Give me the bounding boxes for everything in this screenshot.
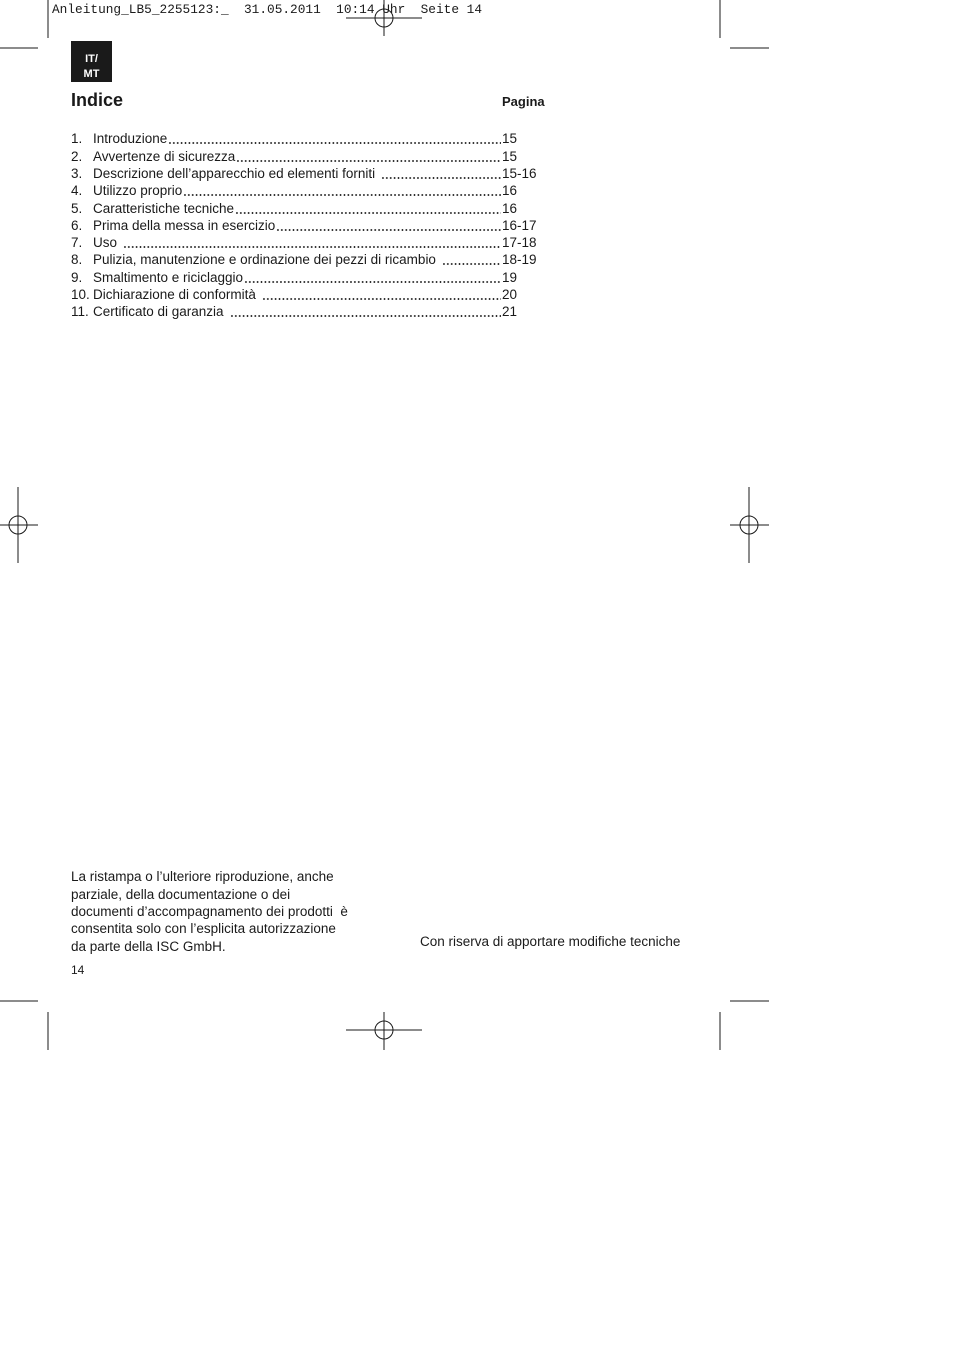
toc-dot-leader (236, 148, 501, 165)
toc-entry-number: 6. (71, 217, 83, 233)
toc-dot-leader (183, 182, 501, 199)
toc-entry-number: 2. (71, 148, 83, 164)
technical-changes-disclaimer: Con riserva di apportare modifiche tecniche (420, 934, 681, 950)
toc-entry[interactable] (71, 165, 537, 182)
toc-entry-number: 10. (71, 287, 90, 303)
toc-entry-title: Introduzione (93, 131, 168, 147)
toc-entry-title: Prima della messa in esercizio (93, 217, 276, 233)
toc-entry-title: Utilizzo proprio (93, 183, 183, 199)
toc-entry-page: 15 (502, 131, 518, 147)
copyright-line: documenti d’accompagnamento dei prodotti è (71, 903, 348, 919)
toc-dot-leader (262, 286, 501, 303)
toc-dot-leader (276, 217, 501, 234)
toc-entry-title: Smaltimento e riciclaggio (93, 269, 244, 285)
toc-entry-number: 11. (71, 304, 89, 320)
toc-entry-page: 17-18 (502, 235, 537, 251)
table-of-contents (71, 130, 537, 320)
crop-mark-bottom-right (720, 1001, 769, 1050)
toc-entry-page: 21 (502, 304, 518, 320)
print-slug-header: Anleitung_LB5_2255123:_ 31.05.2011 10:14 Uhr Seite 14 (52, 2, 483, 17)
toc-entry-title: Caratteristiche tecniche (93, 200, 235, 216)
toc-entry-page: 19 (502, 269, 518, 285)
copyright-notice (71, 868, 348, 954)
toc-entry[interactable] (71, 217, 537, 234)
language-badge-line2: MT (83, 68, 100, 80)
toc-entry[interactable] (71, 200, 537, 217)
toc-dot-leader (123, 234, 501, 251)
toc-entry-page: 16 (502, 183, 518, 199)
toc-entry-number: 8. (71, 252, 83, 268)
toc-entry-number: 4. (71, 183, 83, 199)
toc-dot-leader (381, 165, 501, 182)
language-badge-line1: IT/ (85, 53, 98, 65)
toc-entry[interactable] (71, 303, 537, 320)
toc-entry-title: Descrizione dell’apparecchio ed elementi forniti (93, 165, 376, 181)
copyright-line: da parte della ISC GmbH. (71, 938, 226, 954)
crop-mark-top-right (720, 0, 769, 48)
toc-entry-number: 1. (71, 131, 83, 147)
toc-entry-page: 15 (502, 148, 518, 164)
toc-entry-number: 7. (71, 235, 83, 251)
crop-mark-top-left (0, 0, 48, 48)
toc-entry-page: 18-19 (502, 252, 537, 268)
copyright-line: consentita solo con l’esplicita autorizzazione (71, 921, 336, 937)
toc-entry[interactable] (71, 182, 537, 199)
toc-dot-leader (168, 130, 501, 147)
toc-entry-title: Uso (93, 235, 118, 251)
page-title: Indice (71, 90, 124, 110)
toc-dot-leader (230, 303, 501, 320)
toc-entry[interactable] (71, 251, 537, 268)
toc-entry-title: Avvertenze di sicurezza (93, 148, 236, 164)
toc-dot-leader (244, 269, 501, 286)
toc-entry-page: 20 (502, 287, 518, 303)
toc-entry[interactable] (71, 234, 537, 251)
toc-entry-number: 5. (71, 200, 83, 216)
toc-entry-title: Certificato di garanzia (93, 304, 224, 320)
copyright-line: La ristampa o l’ulteriore riproduzione, anche (71, 869, 334, 885)
copyright-line: parziale, della documentazione o dei (71, 886, 291, 902)
toc-entry[interactable] (71, 269, 537, 286)
registration-mark-right-icon (730, 487, 769, 563)
toc-entry[interactable] (71, 148, 537, 165)
toc-entry-title: Pulizia, manutenzione e ordinazione dei pezzi di ricambio (93, 252, 436, 268)
toc-entry-number: 3. (71, 165, 83, 181)
toc-entry-page: 15-16 (502, 165, 537, 181)
toc-entry-number: 9. (71, 269, 83, 285)
registration-mark-bottom-icon (346, 1012, 422, 1050)
toc-entry[interactable] (71, 286, 537, 303)
toc-entry-page: 16 (502, 200, 518, 216)
language-badge (71, 41, 112, 82)
toc-entry-page: 16-17 (502, 217, 537, 233)
crop-mark-bottom-left (0, 1001, 48, 1050)
registration-mark-left-icon (0, 487, 38, 563)
toc-dot-leader (235, 200, 501, 217)
toc-dot-leader (442, 251, 501, 268)
toc-entry[interactable] (71, 130, 537, 147)
toc-entry-title: Dichiarazione di conformità (93, 287, 256, 303)
page-number: 14 (71, 963, 85, 977)
page-column-label: Pagina (502, 94, 545, 109)
